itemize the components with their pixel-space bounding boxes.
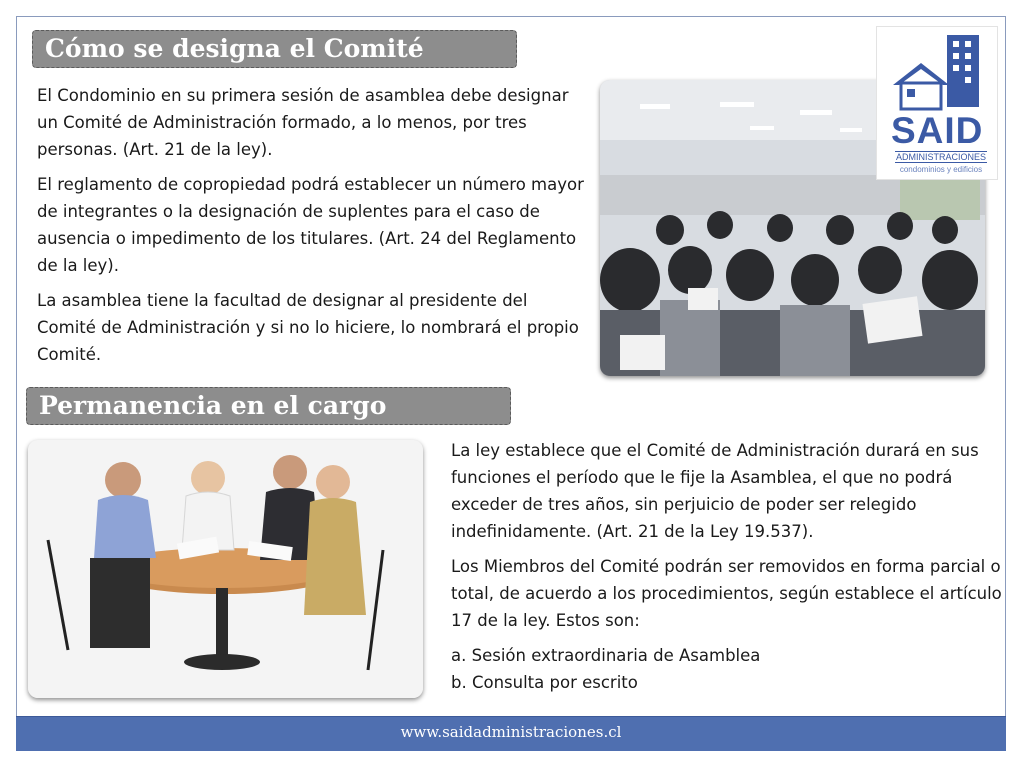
website-link[interactable]: www.saidadministraciones.cl — [400, 723, 622, 741]
permanence-text — [451, 437, 1006, 696]
said-logo — [876, 26, 998, 180]
paragraph: La ley establece que el Comité de Administración durará en sus funciones el período que le fije la Asamblea, el que no podrá exceder de tres años, sin perjuicio de poder ser relegido indefinidamente. (Art. 21 de la Ley 19.537). — [451, 441, 979, 541]
paragraph: Los Miembros del Comité podrán ser removidos en forma parcial o total, de acuerdo a los procedimientos, según establece el artículo 17 de la ley. Estos son: — [451, 557, 1002, 630]
list-item: b. Consulta por escrito — [451, 673, 638, 692]
logo-wordmark: SAID — [891, 110, 984, 151]
designation-text — [37, 82, 587, 376]
list-item: a. Sesión extraordinaria de Asamblea — [451, 646, 761, 665]
paragraph: La asamblea tiene la facultad de designar al presidente del Comité de Administración y si no lo hiciere, lo nombrará el propio Comité. — [37, 291, 579, 364]
logo-tagline: ADMINISTRACIONES — [895, 152, 986, 162]
paragraph: El reglamento de copropiedad podrá establecer un número mayor de integrantes o la designación de suplentes para el caso de ausencia o impedimento de los titulares. (Art. 24 del Reglamento de la ley). — [37, 175, 584, 275]
paragraph: El Condominio en su primera sesión de asamblea debe designar un Comité de Administración formado, a lo menos, por tres personas. (Art. 21 de la ley). — [37, 86, 569, 159]
footer-bar — [16, 716, 1006, 751]
section-title-designation: Cómo se designa el Comité — [32, 30, 517, 68]
logo-subtagline: condominios y edificios — [899, 165, 983, 174]
section-title-permanence: Permanencia en el cargo — [26, 387, 511, 425]
office-meeting-photo — [28, 440, 423, 698]
procedures-list — [451, 642, 1006, 696]
